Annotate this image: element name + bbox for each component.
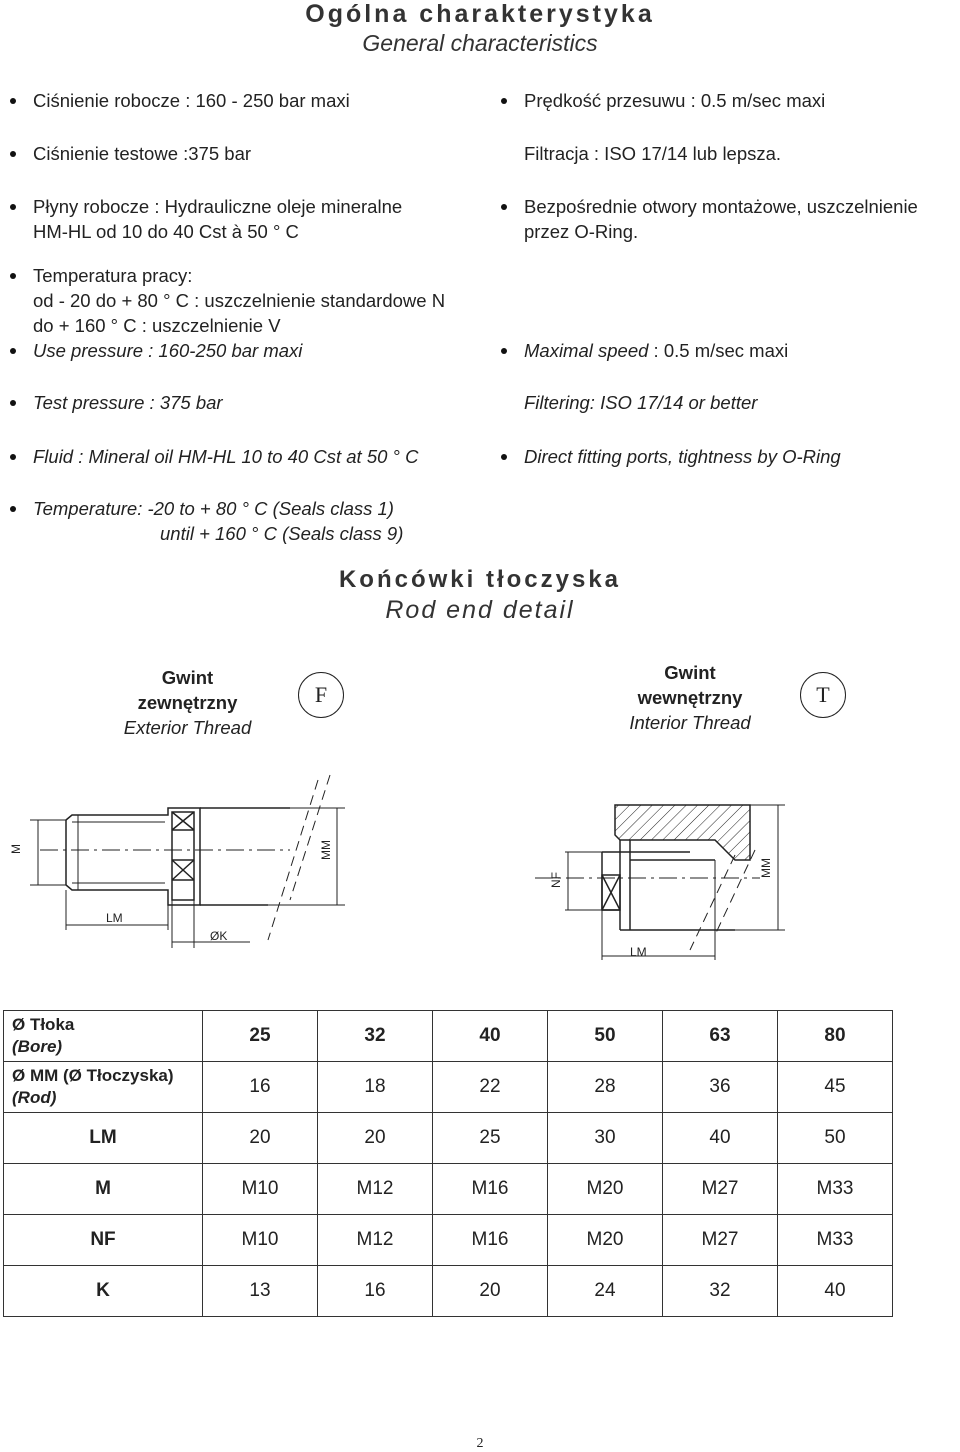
table-cell: 16 — [318, 1266, 433, 1317]
table-cell: 80 — [778, 1011, 893, 1062]
bullet-test-pressure-en: Test pressure : 375 bar — [33, 390, 223, 415]
table-row-nf — [4, 1215, 893, 1266]
table-cell: 16 — [203, 1062, 318, 1113]
table-cell: M10 — [203, 1164, 318, 1215]
bullet-temperature-pl: Temperatura pracy: od - 20 do + 80 ° C : uszczelnienie standardowe N do + 160 ° C : uszczelnienie V — [33, 263, 445, 338]
table-cell: M12 — [318, 1164, 433, 1215]
interior-thread-drawing — [520, 790, 820, 970]
page-number: 2 — [476, 1436, 484, 1451]
dim-label-lm: LM — [106, 911, 123, 925]
dim-label-k: ØK — [210, 929, 228, 943]
dim-label-mm-interior: MM — [759, 858, 773, 878]
row-label-k: K — [4, 1266, 203, 1317]
table-cell: 40 — [778, 1266, 893, 1317]
table-cell: 18 — [318, 1062, 433, 1113]
rod-label-cell: Ø MM (Ø Tłoczyska) (Rod) — [4, 1062, 203, 1113]
table-cell: 45 — [778, 1062, 893, 1113]
dim-label-mm: MM — [319, 840, 333, 860]
bullet-fluids: Płyny robocze : Hydrauliczne oleje mineralne HM-HL od 10 do 40 Cst à 50 ° C — [33, 194, 402, 244]
interior-thread-label: Gwint wewnętrzny Interior Thread — [629, 662, 751, 733]
table-cell: M33 — [778, 1164, 893, 1215]
bullet-speed-pl: Prędkość przesuwu : 0.5 m/sec maxi — [524, 88, 825, 113]
table-cell: 20 — [203, 1113, 318, 1164]
table-cell: 32 — [318, 1011, 433, 1062]
table-cell: 32 — [663, 1266, 778, 1317]
bullet-test-pressure: Ciśnienie testowe :375 bar — [33, 141, 251, 166]
table-cell: M27 — [663, 1215, 778, 1266]
table-cell: 25 — [203, 1011, 318, 1062]
table-cell: 50 — [778, 1113, 893, 1164]
table-row-m — [4, 1164, 893, 1215]
table-cell: M20 — [548, 1215, 663, 1266]
dim-label-lm-interior: LM — [630, 945, 647, 959]
bore-label-cell: Ø Tłoka (Bore) — [4, 1011, 203, 1062]
table-row-rod — [4, 1062, 893, 1113]
bullet-working-pressure: Ciśnienie robocze : 160 - 250 bar maxi — [33, 88, 350, 113]
table-cell: 40 — [663, 1113, 778, 1164]
table-cell: 28 — [548, 1062, 663, 1113]
text-filtering-en: Filtering: ISO 17/14 or better — [524, 392, 758, 413]
text-filtration-pl: Filtracja : ISO 17/14 lub lepsza. — [524, 143, 782, 164]
rod-section-title-en: Rod end detail — [385, 596, 575, 624]
row-label-m: M — [4, 1164, 203, 1215]
table-cell: M33 — [778, 1215, 893, 1266]
bullet-ports-pl: Bezpośrednie otwory montażowe, uszczelnienie przez O-Ring. — [524, 194, 918, 244]
table-cell: 36 — [663, 1062, 778, 1113]
rod-end-dimensions-table — [3, 1010, 893, 1317]
exterior-thread-drawing — [0, 770, 480, 980]
table-cell: M16 — [433, 1164, 548, 1215]
bullet-temperature-en: Temperature: -20 to + 80 ° C (Seals class 1) until + 160 ° C (Seals class 9) — [33, 496, 403, 546]
table-cell: M16 — [433, 1215, 548, 1266]
page-title-pl: Ogólna charakterystyka — [305, 0, 655, 28]
table-cell: M10 — [203, 1215, 318, 1266]
row-label-nf: NF — [4, 1215, 203, 1266]
exterior-thread-label: Gwint zewnętrzny Exterior Thread — [123, 667, 252, 738]
table-cell: 30 — [548, 1113, 663, 1164]
table-cell: 22 — [433, 1062, 548, 1113]
table-cell: M12 — [318, 1215, 433, 1266]
thread-code-f: F — [298, 672, 344, 718]
table-row-k — [4, 1266, 893, 1317]
table-row-lm — [4, 1113, 893, 1164]
dim-label-m: M — [9, 844, 23, 854]
table-cell: 40 — [433, 1011, 548, 1062]
table-cell: 63 — [663, 1011, 778, 1062]
table-cell: 20 — [318, 1113, 433, 1164]
page-title-en: General characteristics — [362, 30, 598, 56]
thread-code-t: T — [800, 672, 846, 718]
table-cell: 24 — [548, 1266, 663, 1317]
table-cell: 13 — [203, 1266, 318, 1317]
table-cell: M20 — [548, 1164, 663, 1215]
bullet-speed-en: Maximal speed : 0.5 m/sec maxi — [524, 338, 788, 363]
table-cell: 25 — [433, 1113, 548, 1164]
table-cell: 20 — [433, 1266, 548, 1317]
table-cell: 50 — [548, 1011, 663, 1062]
rod-section-title-pl: Końcówki tłoczyska — [338, 566, 622, 593]
bullet-use-pressure: Use pressure : 160-250 bar maxi — [33, 338, 302, 363]
table-cell: M27 — [663, 1164, 778, 1215]
row-label-lm: LM — [4, 1113, 203, 1164]
table-row-bore — [4, 1011, 893, 1062]
dim-label-nf: NF — [549, 872, 563, 888]
bullet-fluid-en: Fluid : Mineral oil HM-HL 10 to 40 Cst at 50 ° C — [33, 444, 418, 469]
bullet-ports-en: Direct fitting ports, tightness by O-Ring — [524, 444, 841, 469]
